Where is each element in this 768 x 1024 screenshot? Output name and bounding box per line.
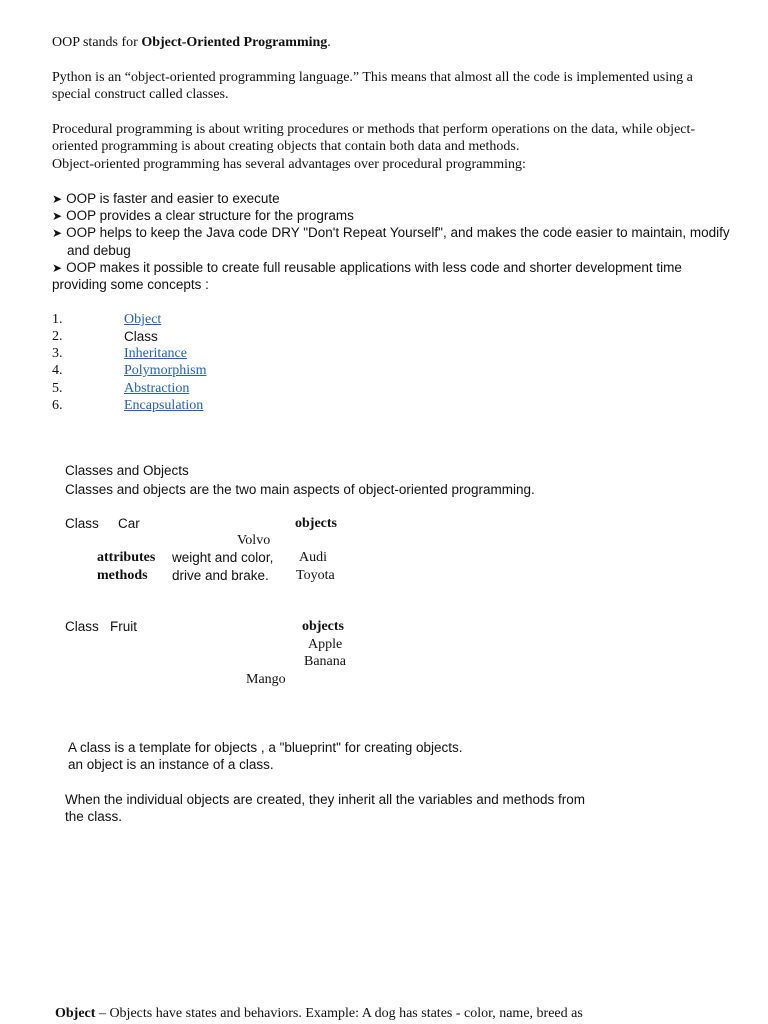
oop-definition-prefix: OOP stands for <box>52 35 142 50</box>
concept-link-inheritance[interactable]: Inheritance <box>124 346 187 361</box>
class-name: Car <box>118 516 140 531</box>
arrowhead-icon: ➤ <box>52 209 63 223</box>
oop-definition <box>52 34 331 51</box>
class-label: Class <box>65 619 99 634</box>
concept-number: 1. <box>52 312 63 327</box>
oop-definition-suffix: . <box>327 35 331 50</box>
bullet-text: OOP makes it possible to create full reusable applications with less code and shorter development time <box>66 260 682 275</box>
methods-label: methods <box>97 568 148 583</box>
object-definition <box>55 1005 583 1022</box>
bullet-text: OOP provides a clear structure for the programs <box>66 208 354 223</box>
attributes-label: attributes <box>97 550 156 565</box>
bullet-text: OOP helps to keep the Java code DRY "Don't Repeat Yourself", and makes the code easier to maintain, modify and debug <box>66 225 730 258</box>
methods-value: drive and brake. <box>172 568 269 583</box>
section-description: Classes and objects are the two main aspects of object-oriented programming. <box>65 482 535 497</box>
inherit-line: When the individual objects are created, they inherit all the variables and methods from <box>65 792 586 807</box>
object-definition-text: – Objects have states and behaviors. Example: A dog has states - color, name, breed as <box>95 1006 583 1021</box>
object-item: Mango <box>246 672 286 687</box>
template-line: an object is an instance of a class. <box>68 757 274 772</box>
procedural-paragraph: Procedural programming is about writing procedures or methods that perform operations on the data, while object-oriented programming is about creating objects that contain both data and methods. <box>52 122 696 154</box>
arrowhead-icon: ➤ <box>52 261 63 275</box>
arrowhead-icon: ➤ <box>52 226 63 240</box>
concept-number: 6. <box>52 398 63 413</box>
concept-label-class: Class <box>124 329 158 344</box>
concept-number: 4. <box>52 363 63 378</box>
attributes-value: weight and color, <box>172 550 274 565</box>
concept-number: 2. <box>52 329 63 344</box>
concept-number: 3. <box>52 346 63 361</box>
concept-link-abstraction[interactable]: Abstraction <box>124 381 190 396</box>
arrowhead-icon: ➤ <box>52 192 63 206</box>
object-definition-term: Object <box>55 1006 96 1021</box>
object-item: Volvo <box>237 533 271 548</box>
concept-link-polymorphism[interactable]: Polymorphism <box>124 363 207 378</box>
concept-link-encapsulation[interactable]: Encapsulation <box>124 398 204 413</box>
concepts-intro: providing some concepts : <box>52 277 209 292</box>
object-item: Audi <box>299 550 327 565</box>
object-item: Banana <box>304 654 346 669</box>
inherit-line: the class. <box>65 809 123 824</box>
object-item: Toyota <box>296 568 335 583</box>
advantages-intro: Object-oriented programming has several advantages over procedural programming: <box>52 157 526 172</box>
bullet-item <box>52 207 354 225</box>
bullet-item <box>52 224 743 259</box>
objects-label: objects <box>295 516 337 531</box>
concept-link-object[interactable]: Object <box>124 312 162 327</box>
objects-label: objects <box>302 619 344 634</box>
class-name: Fruit <box>110 619 137 634</box>
class-label: Class <box>65 516 99 531</box>
bullet-item <box>52 190 280 208</box>
object-item: Apple <box>308 637 343 652</box>
concept-number: 5. <box>52 381 63 396</box>
section-heading: Classes and Objects <box>65 463 189 478</box>
bullet-text: OOP is faster and easier to execute <box>66 191 280 206</box>
bullet-item <box>52 259 682 277</box>
python-paragraph: Python is an “object-oriented programming language.” This means that almost all the code is implemented using a special construct called classes. <box>52 70 693 102</box>
template-line: A class is a template for objects , a "blueprint" for creating objects. <box>68 740 463 755</box>
oop-definition-bold: Object-Oriented Programming <box>141 35 328 50</box>
